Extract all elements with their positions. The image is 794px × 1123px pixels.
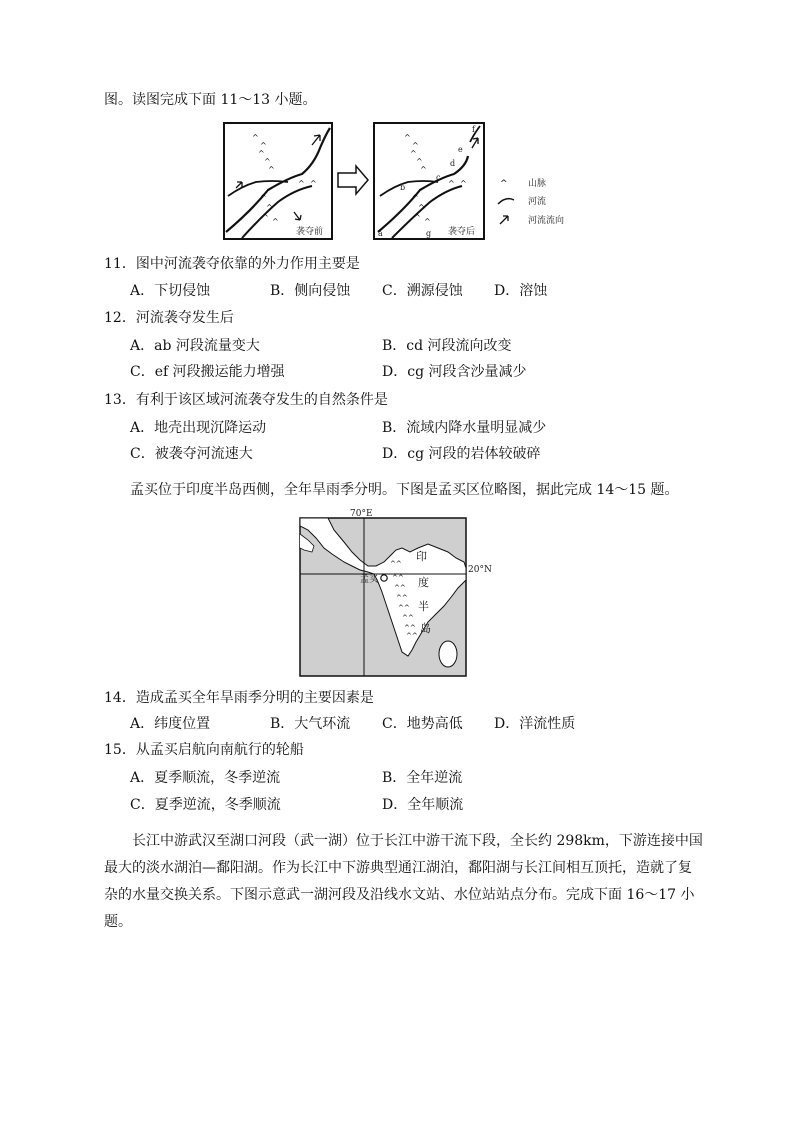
svg-text:^: ^ [310, 179, 317, 188]
q15-option-b: B．全年逆流 [382, 770, 463, 786]
mumbai-intro: 孟买位于印度半岛西侧，全年旱雨季分明。下图是孟买区位略图，据此完成 14～15 题。 [130, 482, 679, 498]
q11-option-c: C．溯源侵蚀 [382, 283, 463, 299]
svg-text:^^: ^^ [402, 614, 414, 622]
svg-text:^: ^ [262, 213, 269, 222]
svg-text:^: ^ [448, 179, 455, 188]
svg-text:^: ^ [266, 203, 273, 212]
region-char-1: 印 [416, 550, 427, 563]
before-capture-panel [224, 123, 332, 239]
after-capture-panel [374, 123, 484, 239]
q14-option-b: B．大气环流 [270, 716, 351, 732]
q12-option-a: A．ab 河段流量变大 [130, 338, 260, 354]
q13-option-c: C．被袭夺河流速大 [130, 446, 253, 462]
mumbai-map [298, 508, 502, 678]
point-a: a [378, 229, 383, 238]
svg-text:^: ^ [404, 133, 411, 142]
q12-option-b: B．cd 河段流向改变 [382, 338, 512, 354]
svg-text:^: ^ [414, 213, 421, 222]
q12-stem: 12．河流袭夺发生后 [104, 310, 234, 326]
svg-text:^: ^ [298, 179, 305, 188]
legend-river-label: 河流 [528, 197, 547, 207]
svg-text:^: ^ [416, 157, 423, 166]
point-d: d [450, 159, 456, 168]
legend-flow-label: 河流流向 [528, 216, 565, 226]
svg-text:^: ^ [420, 165, 427, 174]
svg-text:^^: ^^ [406, 632, 418, 640]
point-f: f [472, 125, 475, 134]
point-c: c [436, 173, 441, 182]
q15-option-d: D．全年顺流 [382, 797, 464, 813]
svg-text:^: ^ [258, 149, 265, 158]
region-char-3: 半 [418, 600, 429, 613]
city-label: 孟买 [360, 575, 379, 585]
svg-text:^: ^ [252, 133, 259, 142]
q13-option-d: D．cg 河段的岩体较破碎 [382, 446, 541, 462]
point-b: b [400, 183, 406, 192]
q14-option-a: A．纬度位置 [130, 716, 211, 732]
svg-text:^: ^ [260, 193, 267, 202]
river-icon [498, 199, 514, 204]
legend-mountain-label: 山脉 [528, 179, 547, 189]
point-e: e [458, 145, 463, 154]
flow-arrow-icon [500, 216, 508, 224]
svg-text:^^: ^^ [390, 560, 402, 568]
svg-text:^^: ^^ [394, 584, 406, 592]
q13-option-a: A．地壳出现沉降运动 [130, 420, 267, 436]
svg-text:^^: ^^ [396, 594, 408, 602]
svg-text:^^: ^^ [404, 624, 416, 632]
region-char-2: 度 [418, 576, 429, 589]
q15-stem: 15．从孟买启航向南航行的轮船 [104, 742, 304, 758]
svg-text:^: ^ [260, 141, 267, 150]
svg-text:^: ^ [264, 157, 271, 166]
svg-text:^: ^ [412, 141, 419, 150]
lat-label: 20°N [468, 565, 492, 575]
q12-option-d: D．cg 河段含沙量减少 [382, 364, 527, 380]
svg-text:^: ^ [272, 217, 279, 226]
svg-text:^: ^ [410, 149, 417, 158]
q11-option-b: B．侧向侵蚀 [270, 283, 351, 299]
transition-arrow-icon [338, 166, 368, 194]
svg-text:^: ^ [418, 203, 425, 212]
q14-option-d: D．洋流性质 [494, 716, 576, 732]
q14-option-c: C．地势高低 [382, 716, 463, 732]
mumbai-point-icon [381, 575, 387, 581]
svg-text:^^: ^^ [398, 604, 410, 612]
q14-stem: 14．造成孟买全年旱雨季分明的主要因素是 [104, 690, 374, 706]
q11-option-d: D．溶蚀 [494, 283, 548, 299]
mountain-symbols [252, 133, 317, 226]
svg-text:^: ^ [460, 179, 467, 188]
q15-option-a: A．夏季顺流，冬季逆流 [130, 770, 281, 786]
svg-text:^: ^ [268, 165, 275, 174]
legend [498, 177, 564, 226]
before-label: 袭夺前 [296, 227, 324, 237]
lon-label: 70°E [350, 509, 373, 519]
after-label: 袭夺后 [448, 227, 476, 237]
q13-option-b: B．流域内降水量明显减少 [382, 420, 547, 436]
q13-stem: 13．有利于该区域河流袭夺发生的自然条件是 [104, 392, 388, 408]
svg-text:^: ^ [412, 193, 419, 202]
svg-text:^^: ^^ [392, 574, 404, 582]
q11-stem: 11．图中河流袭夺依靠的外力作用主要是 [104, 256, 360, 272]
region-char-4: 岛 [420, 622, 431, 635]
svg-text:^: ^ [424, 217, 431, 226]
yangtze-passage: 长江中游武汉至湖口河段（武一湖）位于长江中游干流下段，全长约 298km，下游连接中国最大的淡水湖泊—鄱阳湖。作为长江中下游典型通江湖泊，鄱阳湖与长江间相互顶托，造就了复杂的水量交换关系。下图示意武一湖河段及沿线水文站、水位站站点分布。完成下面 16～17 小题。 [104, 833, 703, 930]
point-g: g [426, 229, 432, 238]
q12-option-c: C．ef 河段搬运能力增强 [130, 364, 285, 380]
q11-option-a: A．下切侵蚀 [130, 283, 211, 299]
mountain-icon: ^ [500, 179, 508, 189]
q15-option-c: C．夏季逆流，冬季顺流 [130, 797, 281, 813]
intro-text: 图。读图完成下面 11～13 小题。 [104, 92, 317, 108]
river-capture-figure [222, 120, 582, 244]
